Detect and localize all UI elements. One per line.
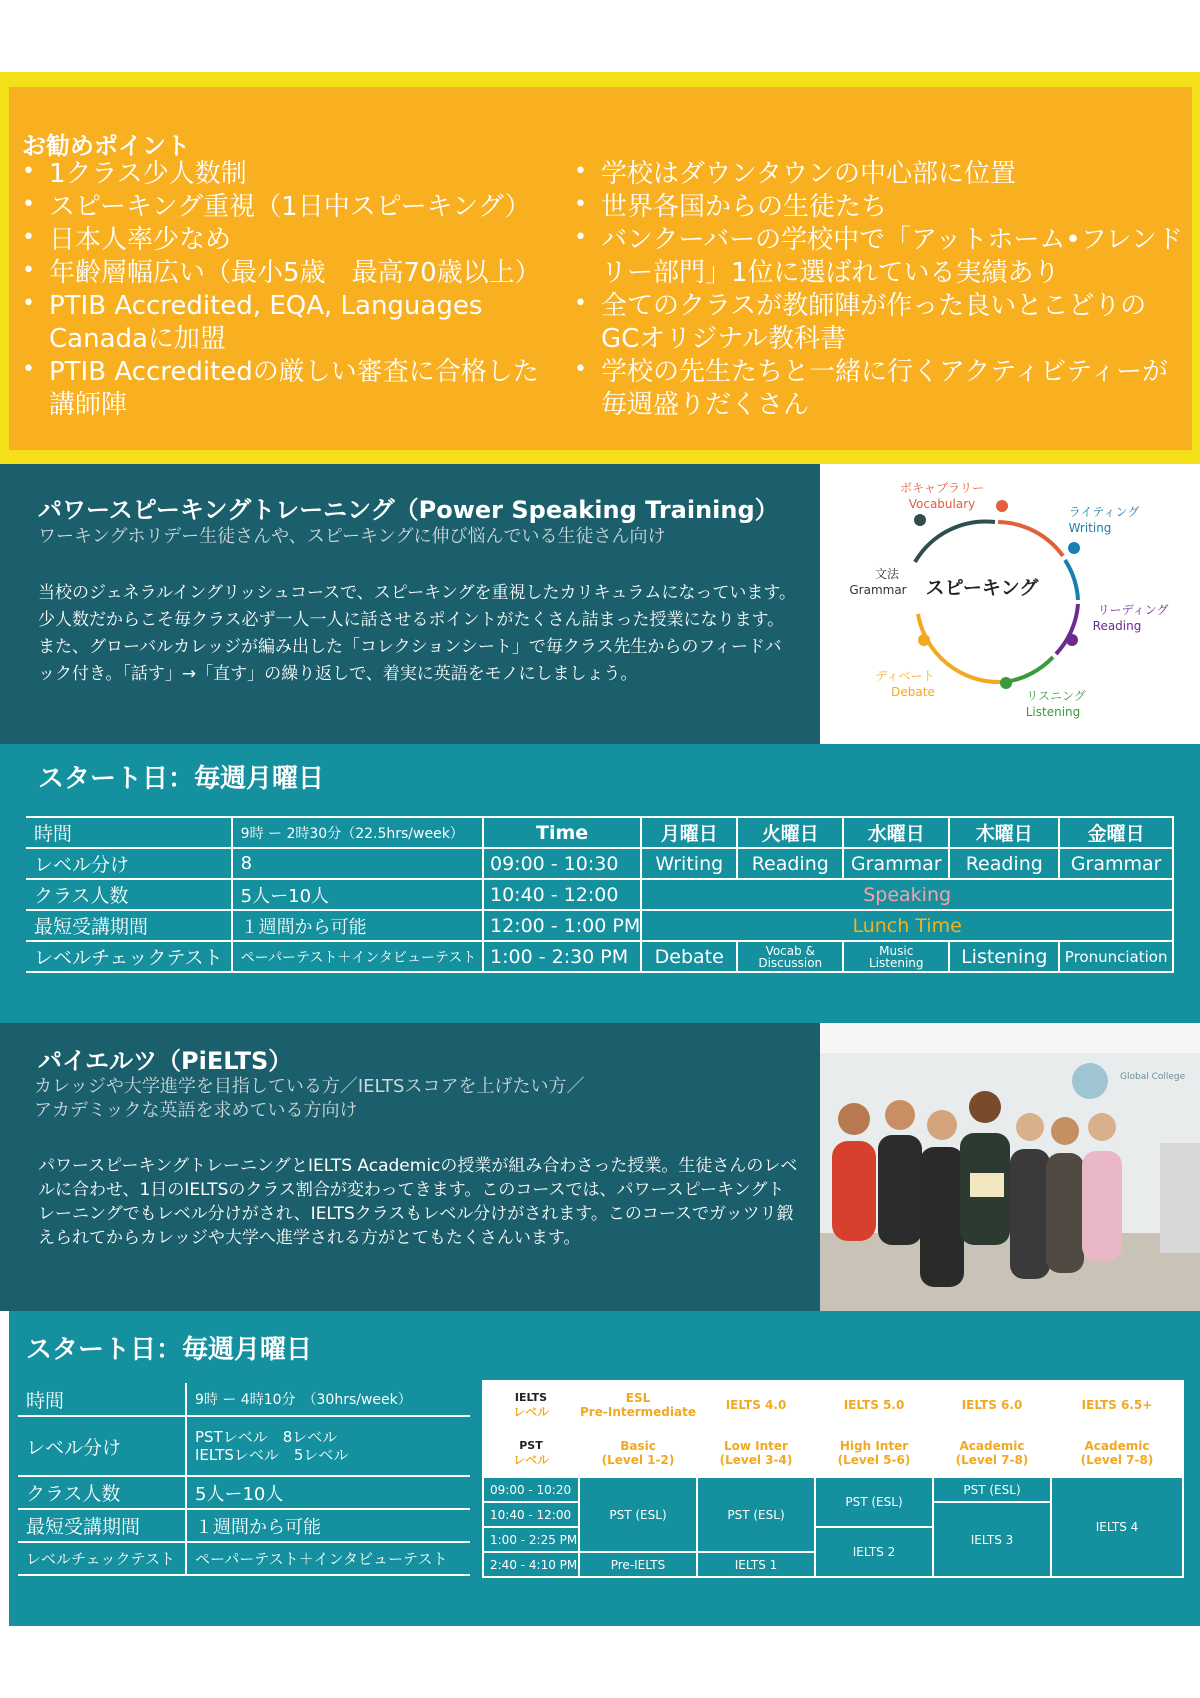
gc-logo [1072,1063,1108,1099]
photo-sign-text: Global College [1120,1072,1186,1082]
photo-illustration [820,1023,1200,1311]
list-item: • PTIB Accredited, EQA, Languages Canadaに加盟 [22,290,562,356]
table-cell: PST (ESL) [579,1477,697,1552]
table-cell: クラス人数 [18,1476,186,1509]
table-cell: 最短受講期間 [26,910,232,941]
table-cell: １週間から可能 [232,910,485,941]
table-cell: Pronunciation [1059,941,1173,972]
speaking-skills-diagram [820,464,1200,744]
cell-line: (Level 1-2) [601,1453,675,1467]
table-row [483,1477,1183,1502]
table-cell: 5人ー10人 [232,879,485,910]
pst-schedule-band [0,744,1200,1023]
table-cell: 9時 ー 4時10分 （30hrs/week） [186,1383,470,1416]
list-item: • スピーキング重視（1日中スピーキング） [22,191,562,224]
list-item: • 日本人率少なめ [22,224,562,257]
list-item: • 学校の先生たちと一緒に行くアクティビティーが毎週盛りだくさん [574,356,1184,422]
pielts-info-table [18,1383,470,1576]
table-header: IELTS 6.0 [933,1381,1051,1429]
table-cell: Listening [949,941,1059,972]
table-cell: 12:00 - 1:00 PM [483,910,641,941]
table-row [26,879,484,910]
table-row [18,1416,470,1476]
node-reading [1066,634,1078,646]
label-debate-en: Debate [891,685,935,699]
cell-line: Vocab & [765,943,815,958]
table-header [483,1429,579,1477]
table-cell: １週間から可能 [186,1509,470,1542]
table-cell: 1:00 - 2:30 PM [483,941,641,972]
table-row [18,1383,470,1416]
cell-line: Academic [959,1439,1025,1453]
table-cell: IELTS 2 [815,1527,933,1577]
cell-line: IELTS [514,1391,548,1404]
cell-line: PST [519,1439,543,1452]
cell-line: High Inter [839,1439,909,1453]
label-vocabulary-en: Vocabulary [908,497,976,511]
list-item: • 1クラス少人数制 [22,158,562,191]
table-cell: Grammar [1059,848,1173,879]
pst-start-day-title: スタート日：毎週月曜日 [38,764,325,794]
list-item: • PTIB Accreditedの厳しい審査に合格した講師陣 [22,356,562,422]
cell-line: ESL [625,1391,651,1405]
cell-line: IELTSレベル 5レベル [195,1446,349,1464]
table-row [26,848,484,879]
table-cell: 時間 [18,1383,186,1416]
table-header [579,1381,697,1429]
students-group-photo [820,1023,1200,1311]
label-grammar-jp: 文法 [874,567,900,581]
table-row [483,817,1173,848]
table-row [26,941,484,972]
table-row [483,1381,1183,1429]
table-header: 月曜日 [641,817,737,848]
speaking-span-cell: Speaking [641,879,1173,910]
arc-reading [1056,604,1078,654]
table-cell: 09:00 - 10:20 [483,1477,579,1502]
table-cell: ペーパーテスト＋インタビューテスト [186,1542,470,1575]
table-cell: 2:40 - 4:10 PM [483,1552,579,1577]
table-cell: 時間 [26,817,232,848]
pst-subtitle: ワーキングホリデー生徒さんや、スピーキングに伸び悩んでいる生徒さん向け [38,526,666,547]
table-row [26,910,484,941]
cell-line: レベル [512,1453,549,1467]
table-row [483,1429,1183,1477]
node-debate [918,634,930,646]
cell-line: Pre-Intermediate [580,1405,696,1419]
cell-line: Academic [1084,1439,1150,1453]
table-row [483,941,1173,972]
table-cell: PST (ESL) [933,1477,1051,1502]
label-listening-jp: リスニング [1026,689,1086,703]
table-header [483,1381,579,1429]
table-cell: Debate [641,941,737,972]
node-writing [1068,542,1080,554]
table-cell: Reading [949,848,1059,879]
list-item: • 全てのクラスが教師陣が作った良いとこどりのGCオリジナル教科書 [574,290,1184,356]
table-cell: 8 [232,848,485,879]
pielts-panel [0,1023,820,1311]
table-header [697,1429,815,1477]
table-header: IELTS 4.0 [697,1381,815,1429]
table-cell [186,1416,470,1476]
table-row [483,848,1173,879]
pst-panel [0,464,820,744]
table-header: IELTS 6.5+ [1051,1381,1183,1429]
table-cell: 最短受講期間 [18,1509,186,1542]
table-cell: IELTS 3 [933,1502,1051,1577]
node-vocabulary [996,500,1008,512]
pielts-subtitle-1: カレッジや大学進学を目指している方／IELTSスコアを上げたい方／ [34,1076,585,1097]
table-header [1051,1429,1183,1477]
table-cell: PST (ESL) [815,1477,933,1527]
table-row [26,817,484,848]
list-item: • バンクーバーの学校中で「アットホーム•フレンドリー部門」1位に選ばれている実績あり [574,224,1184,290]
table-cell: PST (ESL) [697,1477,815,1552]
cell-line: Listening [868,955,924,970]
pielts-start-day-title: スタート日：毎週月曜日 [26,1335,313,1365]
lunch-span-cell: Lunch Time [641,910,1173,941]
cell-line: (Level 7-8) [955,1453,1029,1467]
cell-line: レベル [512,1405,549,1419]
label-reading-jp: リーディング [1097,603,1169,617]
table-row [18,1542,470,1575]
list-item: • 年齢層幅広い（最小5歳 最高70歳以上） [22,257,562,290]
table-header [579,1429,697,1477]
table-cell: レベルチェックテスト [26,941,232,972]
table-cell: Reading [737,848,843,879]
arc-writing [1065,560,1078,600]
table-header: 水曜日 [843,817,949,848]
pielts-description: パワースピーキングトレーニングとIELTS Academicの授業が組み合わさった授業。生徒さんのレベルに合わせ、1日のIELTSのクラス割合が変わってきます。このコースでは、パワースピーキングトレーニングでもレベル分けがされ、IELTSクラスもレベル分けがされます。このコースでガッツリ鍛えられてからカレッジや大学へ進学される方がとてもたくさんいます。 [38,1156,798,1248]
label-grammar-en: Grammar [849,583,907,597]
table-cell: 10:40 - 12:00 [483,879,641,910]
arc-grammar [915,521,995,562]
table-cell [843,941,949,972]
recommend-heading: お勧めポイント [22,132,190,160]
label-listening-en: Listening [1025,705,1081,719]
table-row [18,1509,470,1542]
table-cell [737,941,843,972]
pst-description: 当校のジェネラルイングリッシュコースで、スピーキングを重視したカリキュラムになっています。少人数だからこそ毎クラス必ず一人一人に話させるポイントがたくさん詰まった授業になります。また、グローバルカレッジが編み出した「コレクションシート」で毎クラス先生からのフィードバック付き。「話す」→「直す」の繰り返しで、着実に英語をモノにしましょう。 [38,583,797,684]
table-cell: IELTS 4 [1051,1477,1183,1577]
table-header: IELTS 5.0 [815,1381,933,1429]
table-cell: Grammar [843,848,949,879]
table-row [483,879,1173,910]
table-cell: レベルチェックテスト [18,1542,186,1575]
table-cell: IELTS 1 [697,1552,815,1577]
table-cell: 09:00 - 10:30 [483,848,641,879]
table-cell: Pre-IELTS [579,1552,697,1577]
recommend-list-left [22,158,562,422]
table-cell: 1:00 - 2:25 PM [483,1527,579,1552]
pielts-level-timetable [482,1380,1184,1578]
pst-weekly-timetable [482,816,1174,973]
arc-listening [1005,657,1053,682]
label-writing-jp: ライティング [1068,505,1140,519]
table-header: 金曜日 [1059,817,1173,848]
pielts-title: パイエルツ（PiELTS） [38,1047,293,1075]
pst-info-table [26,816,484,973]
table-cell: Writing [641,848,737,879]
list-item: • 世界各国からの生徒たち [574,191,1184,224]
table-header: 木曜日 [949,817,1059,848]
label-reading-en: Reading [1092,619,1142,633]
recommend-list-right [574,158,1184,422]
cell-line: (Level 7-8) [1080,1453,1154,1467]
node-listening [1000,677,1012,689]
table-cell: 5人ー10人 [186,1476,470,1509]
table-header: Time [483,817,641,848]
table-cell: レベル分け [18,1416,186,1476]
label-writing-en: Writing [1068,521,1112,535]
node-grammar [914,514,926,526]
table-header: 火曜日 [737,817,843,848]
pst-title: パワースピーキングトレーニング（Power Speaking Training） [38,496,779,524]
table-cell: クラス人数 [26,879,232,910]
pielts-subtitle-2: アカデミックな英語を求めている方向け [34,1100,358,1121]
label-vocabulary-jp: ボキャブラリー [899,481,985,495]
table-cell: 9時 ー 2時30分（22.5hrs/week） [232,817,485,848]
skills-cycle-graphic [820,464,1200,744]
diagram-center-label: スピーキング [925,577,1039,599]
cell-line: Basic [620,1439,656,1453]
arc-vocabulary [998,522,1063,556]
cell-line: Music [879,943,914,958]
table-cell: レベル分け [26,848,232,879]
table-row [483,910,1173,941]
cell-line: (Level 5-6) [837,1453,911,1467]
cell-line: PSTレベル 8レベル [195,1428,338,1446]
table-cell: ペーパーテスト＋インタビューテスト [232,941,485,972]
cell-line: Discussion [758,955,823,970]
table-header [815,1429,933,1477]
label-debate-jp: ディベート [875,669,935,683]
cell-line: (Level 3-4) [719,1453,793,1467]
table-cell: 10:40 - 12:00 [483,1502,579,1527]
pielts-schedule-band [9,1311,1200,1626]
list-item: • 学校はダウンタウンの中心部に位置 [574,158,1184,191]
table-row [18,1476,470,1509]
table-header [933,1429,1051,1477]
cell-line: Low Inter [724,1439,788,1453]
